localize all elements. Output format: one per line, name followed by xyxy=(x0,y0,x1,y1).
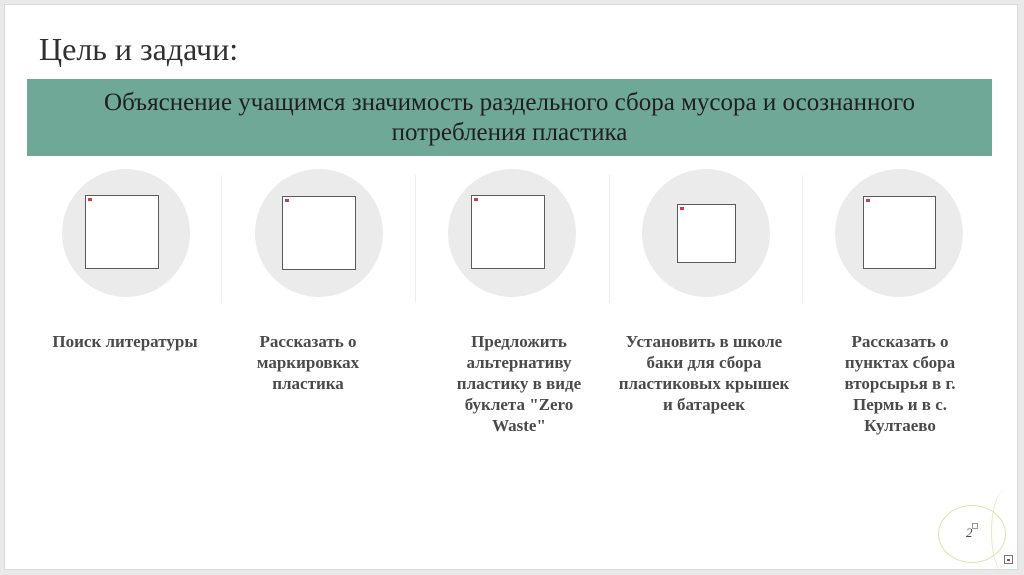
objective-text: Объяснение учащимся значимость раздельного сбора мусора и осознанного потребления пластика xyxy=(104,88,915,146)
column-divider xyxy=(221,175,222,303)
column-divider xyxy=(609,175,610,303)
broken-image-icon xyxy=(866,199,870,202)
image-placeholder-3 xyxy=(471,195,545,269)
broken-image-icon xyxy=(680,207,684,210)
broken-image-icon xyxy=(474,198,478,201)
broken-image-icon xyxy=(1004,555,1013,564)
image-placeholder-1 xyxy=(85,195,159,269)
broken-image-icon xyxy=(285,199,289,202)
task-label-3: Предложить альтернативу пластику в виде буклета "Zero Waste" xyxy=(456,332,582,435)
task-label-4: Установить в школе баки для сбора пластиковых крышек и батареек xyxy=(618,332,790,414)
task-label-2: Рассказать о маркировках пластика xyxy=(256,332,360,393)
page-number: 2 xyxy=(966,525,973,540)
image-placeholder-4 xyxy=(677,204,736,263)
slide-title: Цель и задачи: xyxy=(39,31,239,67)
task-label-5: Рассказать о пунктах сбора вторсырья в г. Пермь и в с. Култаево xyxy=(844,332,956,435)
broken-image-icon xyxy=(88,198,92,201)
column-divider xyxy=(415,175,416,303)
column-divider xyxy=(802,175,803,303)
image-placeholder-2 xyxy=(282,196,356,270)
slide xyxy=(4,4,1018,570)
task-label-1: Поиск литературы xyxy=(52,332,198,351)
objective-banner xyxy=(27,79,992,156)
image-placeholder-5 xyxy=(863,196,936,269)
